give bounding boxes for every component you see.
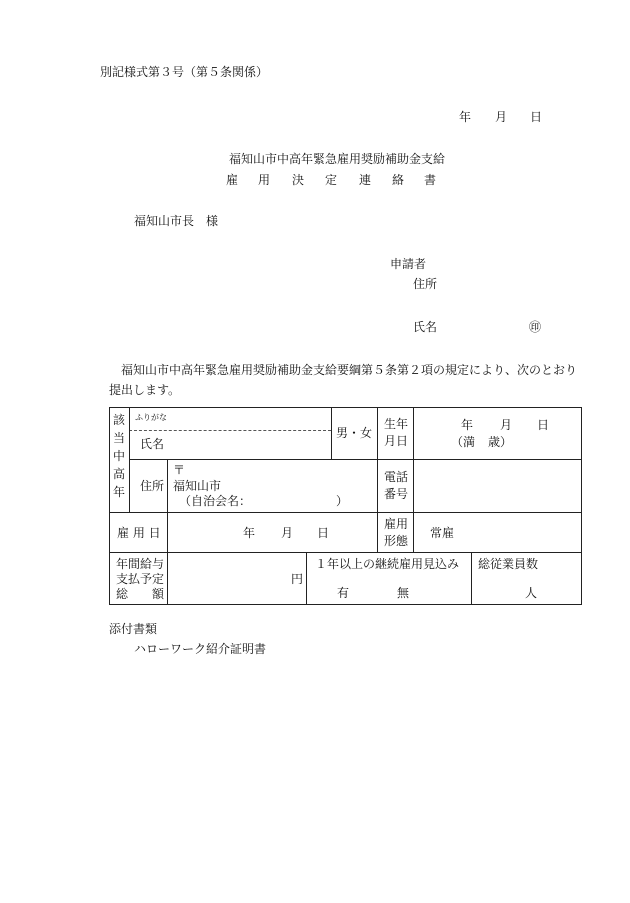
- birth-label-2: 月日: [384, 434, 409, 448]
- title-char: 書: [424, 173, 437, 187]
- postal-mark: 〒: [173, 463, 186, 477]
- addressee: 福知山市長 様: [134, 214, 219, 228]
- body-line2: 提出します。: [109, 383, 181, 397]
- salary-label-1: 年間給与: [116, 557, 165, 571]
- table-border: [109, 407, 582, 408]
- col-divider: [331, 407, 332, 459]
- table-border: [581, 407, 582, 605]
- col-divider: [306, 552, 307, 605]
- side-label-char: 該: [112, 413, 125, 427]
- furigana-field[interactable]: [169, 409, 329, 429]
- col-divider: [129, 407, 130, 512]
- body-line1: 福知山市中高年緊急雇用奨励補助金支給要綱第５条第２項の規定により、次のとおり: [121, 363, 578, 377]
- title-line2: [226, 173, 436, 187]
- seal-mark: ㊞: [529, 320, 542, 334]
- furigana-divider: [129, 430, 331, 431]
- table-border: [109, 604, 582, 605]
- table-border: [109, 407, 110, 605]
- age-open: （満: [451, 435, 476, 449]
- applicant-name-label: 氏名: [413, 320, 438, 334]
- title-char: 用: [258, 173, 271, 187]
- employees-unit: 人: [525, 586, 538, 600]
- row-divider: [109, 512, 582, 513]
- continued-no: 無: [397, 586, 410, 600]
- employment-type-value: 常雇: [430, 526, 455, 540]
- attachments-item: ハローワーク紹介証明書: [134, 642, 267, 656]
- phone-field[interactable]: [416, 463, 578, 509]
- city: 福知山市: [173, 479, 222, 493]
- attachments-heading: 添付書類: [109, 622, 158, 636]
- continued-label: １年以上の継続雇用見込み: [315, 557, 460, 571]
- title-char: 定: [325, 173, 338, 187]
- hire-year: 年: [243, 526, 256, 540]
- date-month: 月: [495, 110, 508, 124]
- title-char: 絡: [392, 173, 405, 187]
- hire-month: 月: [281, 526, 294, 540]
- birth-month: 月: [500, 418, 513, 432]
- employees-label: 総従業員数: [478, 557, 539, 571]
- community-close: ）: [336, 494, 349, 508]
- gender-label: 男・女: [336, 426, 373, 440]
- side-label-char: 中: [112, 449, 125, 463]
- salary-label-2: 支払予定: [116, 572, 165, 586]
- date-day: 日: [530, 110, 543, 124]
- title-char: 連: [359, 173, 372, 187]
- birth-label-1: 生年: [384, 417, 409, 431]
- hire-day: 日: [317, 526, 330, 540]
- applicant-address-label: 住所: [413, 277, 438, 291]
- continued-yes: 有: [337, 586, 350, 600]
- community-label: （自治会名：: [179, 494, 252, 508]
- side-label-char: 高: [112, 467, 125, 481]
- phone-label-1: 電話: [384, 470, 409, 484]
- side-label: [112, 411, 126, 501]
- employment-type-label-1: 雇用: [384, 517, 409, 531]
- age-close: 歳）: [488, 435, 513, 449]
- employee-table: [109, 407, 582, 605]
- form-number: 別記様式第３号（第５条関係）: [100, 65, 269, 79]
- address-label: 住所: [140, 479, 165, 493]
- col-divider: [377, 407, 378, 552]
- name-label: 氏名: [140, 437, 165, 451]
- side-label-char: 年: [112, 485, 125, 499]
- salary-label-3: 総 額: [116, 587, 165, 601]
- hire-date-label: 雇 用 日: [117, 526, 161, 540]
- salary-unit: 円: [291, 572, 304, 586]
- title-char: 決: [292, 173, 305, 187]
- col-divider: [413, 407, 414, 552]
- col-divider: [471, 552, 472, 605]
- furigana-label: ふりがな: [135, 413, 167, 422]
- phone-label-2: 番号: [384, 487, 409, 501]
- applicant-label: 申請者: [390, 257, 427, 271]
- row-divider: [109, 552, 582, 553]
- birth-year: 年: [461, 418, 474, 432]
- col-divider: [167, 460, 168, 605]
- employment-type-label-2: 形態: [384, 534, 409, 548]
- date-year: 年: [459, 110, 472, 124]
- title-char: 雇: [226, 173, 239, 187]
- row-divider: [129, 459, 582, 460]
- title-line1: 福知山市中高年緊急雇用奨励補助金支給: [229, 152, 446, 166]
- name-field[interactable]: [169, 432, 329, 458]
- side-label-char: 当: [112, 431, 125, 445]
- birth-day: 日: [537, 418, 550, 432]
